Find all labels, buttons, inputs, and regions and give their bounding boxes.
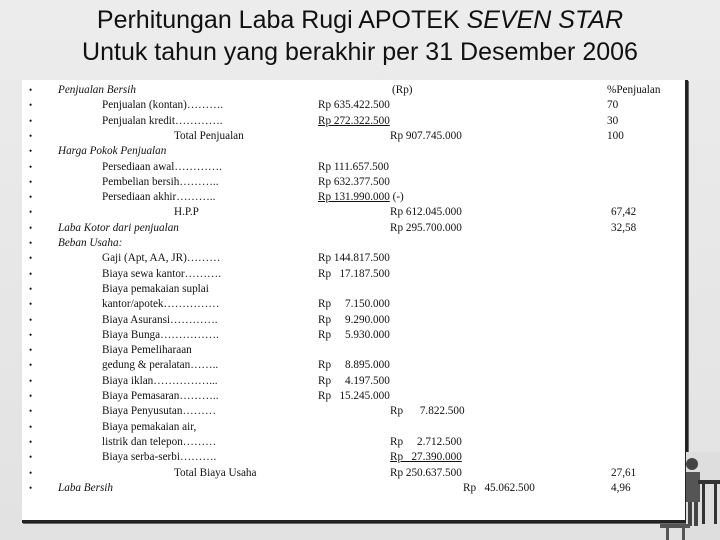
- statement-row: [22, 358, 685, 372]
- row-amount: [318, 313, 390, 327]
- bullet: •: [29, 345, 33, 356]
- statement-row: [22, 404, 685, 418]
- amount-value: Rp 907.745.000: [390, 129, 462, 142]
- row-label: Penjualan kredit………….: [102, 114, 223, 127]
- row-label: Penjualan (kontan)……….: [102, 99, 224, 112]
- statement-row: [22, 435, 685, 449]
- bullet: •: [29, 192, 33, 203]
- statement-row: [22, 420, 685, 434]
- statement-row: [22, 466, 685, 480]
- statement-row: [22, 389, 685, 403]
- title-line-1: [0, 4, 720, 36]
- amount-value: Rp 632.377.500: [318, 175, 390, 188]
- row-label: Biaya Pemasaran………..: [102, 390, 219, 402]
- amount-value: Rp 250.637.500: [390, 466, 462, 479]
- statement-row: [22, 144, 685, 158]
- statement-row: [22, 481, 685, 495]
- bullet: •: [29, 268, 33, 279]
- bullet: •: [29, 391, 33, 401]
- row-label: Laba Kotor dari penjualan: [58, 221, 179, 234]
- amount-value: Rp 612.045.000: [390, 206, 462, 219]
- amount-value: Rp 144.817.500: [318, 252, 390, 265]
- row-amount: [390, 435, 462, 449]
- row-amount: [318, 328, 390, 342]
- statement-row: [22, 343, 685, 357]
- income-statement-panel: [22, 80, 688, 523]
- amount-value: Rp 635.422.500: [318, 99, 390, 112]
- row-label: listrik dan telepon………: [102, 435, 217, 448]
- amount-suffix: (-): [389, 191, 404, 204]
- amount-value: Rp 8.895.000: [318, 359, 390, 372]
- row-amount: [392, 83, 413, 97]
- row-percent: %Penjualan: [607, 84, 661, 96]
- amount-value: Rp 2.712.500: [390, 435, 462, 448]
- row-label: Harga Pokok Penjualan: [58, 145, 167, 158]
- bullet: •: [29, 421, 33, 432]
- bullet: •: [29, 283, 33, 294]
- statement-row: [22, 205, 685, 219]
- bullet: •: [29, 406, 33, 417]
- row-label: Biaya serba-serbi……….: [102, 451, 217, 464]
- bullet: •: [29, 329, 33, 340]
- row-label: gedung & peralatan……..: [102, 359, 219, 372]
- row-label: Laba Bersih: [58, 481, 114, 494]
- row-amount: [318, 98, 390, 112]
- pharmacy-name: SEVEN STAR: [466, 6, 624, 34]
- statement-row: [22, 236, 685, 250]
- row-percent: 67,42: [611, 206, 637, 219]
- amount-value: Rp 4.197.500: [318, 374, 390, 387]
- amount-value: Rp 295.700.000: [390, 221, 462, 234]
- row-amount: [318, 267, 390, 281]
- amount-value: Rp 45.062.500: [463, 481, 535, 494]
- row-percent: 27,61: [611, 466, 637, 479]
- amount-value: Rp 9.290.000: [318, 313, 390, 326]
- row-label: Biaya pemakaian air,: [102, 420, 197, 433]
- statement-row: [22, 160, 685, 174]
- row-amount: [390, 129, 462, 143]
- statement-row: [22, 267, 685, 281]
- row-amount: [318, 374, 390, 388]
- row-percent: 70: [607, 99, 619, 112]
- row-label: Biaya sewa kantor……….: [102, 267, 221, 280]
- amount-value: Rp 15.245.000: [318, 390, 390, 402]
- row-label: Beban Usaha:: [58, 237, 123, 249]
- bullet: •: [29, 115, 33, 126]
- statement-row: [22, 221, 685, 235]
- row-amount: [318, 358, 390, 372]
- statement-row: [22, 282, 685, 296]
- bullet: •: [29, 161, 33, 172]
- title-line-2: Untuk tahun yang berakhir per 31 Desember 2006: [82, 38, 638, 66]
- row-amount: [318, 190, 404, 204]
- statement-row: [22, 251, 685, 265]
- person-illustration: [640, 450, 720, 540]
- amount-value: Rp 131.990.000: [318, 191, 390, 204]
- statement-row: [22, 129, 685, 143]
- title-prefix: Perhitungan Laba Rugi APOTEK: [96, 6, 467, 34]
- bullet: •: [29, 238, 33, 248]
- amount-value: Rp 272.322.500: [318, 114, 390, 127]
- row-amount: [390, 404, 465, 418]
- statement-row: [22, 190, 685, 204]
- row-amount: [318, 160, 389, 174]
- row-label: Pembelian bersih………..: [102, 175, 219, 188]
- row-amount: [463, 481, 535, 495]
- row-label: Biaya Asuransi………….: [102, 313, 218, 326]
- row-amount: [318, 114, 390, 128]
- row-label: Biaya iklan……………...: [102, 374, 218, 387]
- statement-row: [22, 98, 685, 112]
- statement-row: [22, 328, 685, 342]
- bullet: •: [29, 467, 33, 478]
- statement-row: [22, 374, 685, 388]
- amount-value: Rp 27.390.000: [390, 451, 462, 464]
- row-label: Biaya Bunga…………….: [102, 328, 219, 341]
- bullet: •: [29, 375, 33, 386]
- bullet: •: [29, 85, 33, 95]
- amount-value: (Rp): [392, 84, 413, 96]
- row-label: Persediaan awal………….: [102, 160, 222, 173]
- slide-title: [0, 4, 720, 68]
- amount-value: Rp 5.930.000: [318, 328, 390, 341]
- statement-row: [22, 450, 685, 464]
- statement-row: [22, 114, 685, 128]
- row-label: kantor/apotek……………: [102, 298, 220, 311]
- row-label: Gaji (Apt, AA, JR)………: [102, 252, 221, 265]
- row-label: Biaya Pemeliharaan: [102, 344, 192, 357]
- row-amount: [318, 175, 390, 189]
- row-amount: [318, 297, 390, 311]
- row-percent: 32,58: [611, 221, 637, 234]
- row-amount: [390, 205, 462, 219]
- row-label: Penjualan Bersih: [58, 84, 136, 96]
- row-amount: [318, 389, 390, 403]
- bullet: •: [29, 360, 33, 371]
- row-label: Persediaan akhir………..: [102, 191, 216, 204]
- bullet: •: [29, 299, 33, 310]
- bullet: •: [29, 130, 33, 141]
- row-label: Total Penjualan: [174, 129, 244, 142]
- bullet: •: [29, 482, 33, 493]
- bullet: •: [29, 100, 33, 111]
- row-label: Total Biaya Usaha: [174, 466, 257, 479]
- row-amount: [318, 251, 390, 265]
- amount-value: Rp 17.187.500: [318, 267, 390, 280]
- bullet: •: [29, 436, 33, 447]
- amount-value: Rp 7.822.500: [390, 405, 465, 418]
- bullet: •: [29, 314, 33, 325]
- bullet: •: [29, 222, 33, 233]
- row-amount: [390, 466, 462, 480]
- bullet: •: [29, 452, 33, 463]
- row-percent: 30: [607, 114, 619, 127]
- row-percent: 4,96: [611, 481, 631, 494]
- row-label: H.P.P: [174, 206, 199, 219]
- bullet: •: [29, 253, 33, 264]
- bullet: •: [29, 176, 33, 187]
- bullet: •: [29, 146, 33, 157]
- statement-row: [22, 297, 685, 311]
- amount-value: Rp 111.657.500: [318, 160, 389, 173]
- statement-row: [22, 83, 685, 97]
- row-amount: [390, 221, 462, 235]
- statement-row: [22, 175, 685, 189]
- bullet: •: [29, 207, 33, 218]
- row-label: Biaya pemakaian suplai: [102, 282, 209, 295]
- row-amount: [390, 450, 462, 464]
- row-percent: 100: [607, 129, 624, 142]
- amount-value: Rp 7.150.000: [318, 298, 390, 311]
- row-label: Biaya Penyusutan………: [102, 405, 217, 418]
- statement-row: [22, 313, 685, 327]
